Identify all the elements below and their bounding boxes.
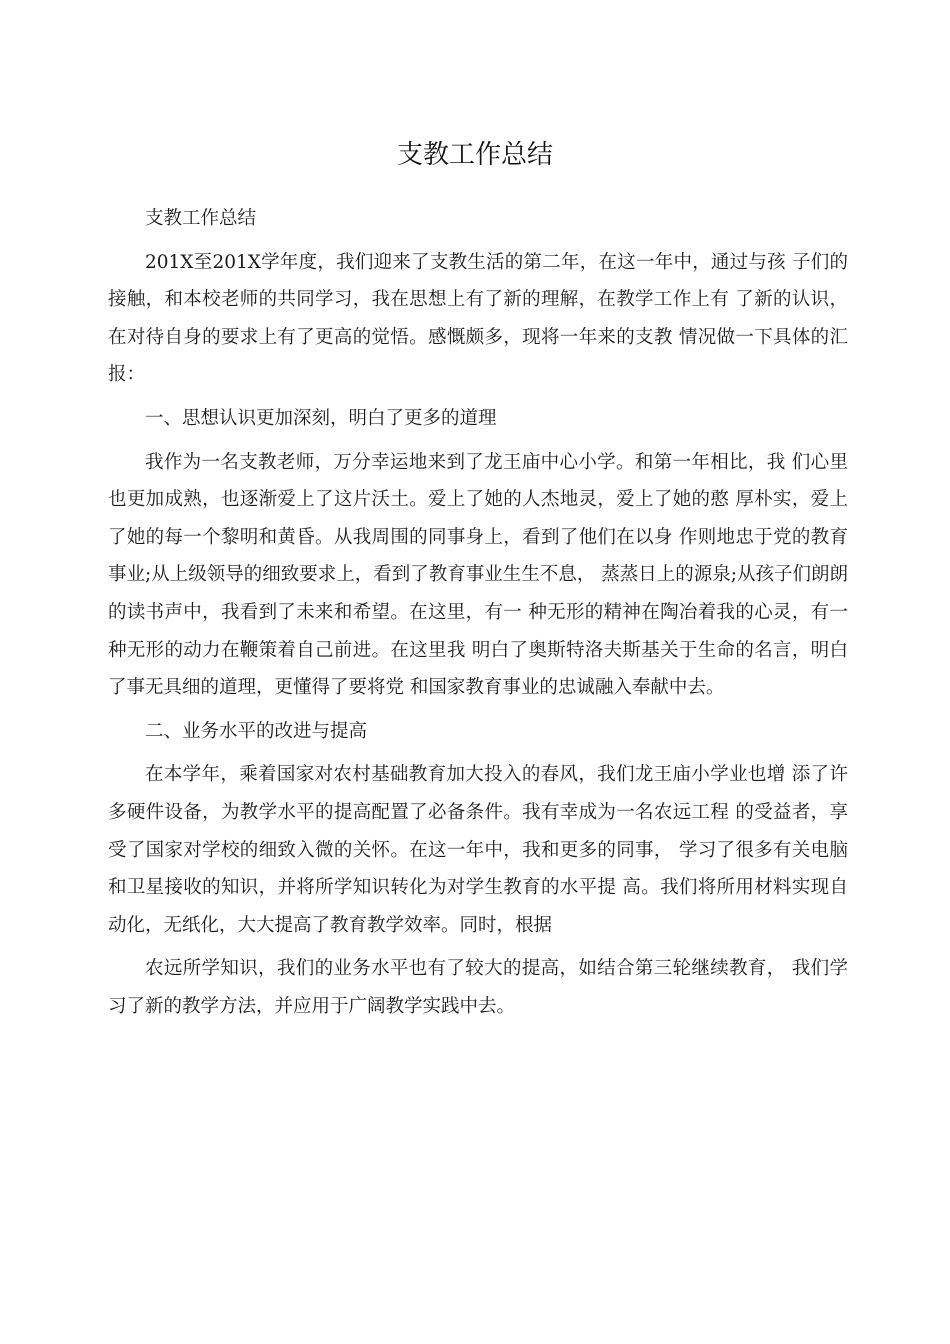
section-2-paragraph: 在本学年，乘着国家对农村基础教育加大投入的春风，我们龙王庙小学业也增 添了许多硬件设备，为教学水平的提高配置了必备条件。我有幸成为一名农远工程 的受益者，享受了国家对学校的细致入微的关怀。在这一年中，我和更多的同事， 学习了很多有关电脑和卫星接收的知识，并将所学知识转化为对学生教育的水平提 高。我们将所用材料实现自动化，无纸化，大大提高了教育教学效率。同时，根据: [108, 764, 848, 936]
section-2-continued-paragraph: 农远所学知识，我们的业务水平也有了较大的提高，如结合第三轮继续教育， 我们学习了新的教学方法，并应用于广阔教学实践中去。: [108, 958, 848, 1017]
document-title: 支教工作总结: [396, 140, 553, 170]
section-1-paragraph: 我作为一名支教老师，万分幸运地来到了龙王庙中心小学。和第一年相比，我 们心里也更加成熟，也逐渐爱上了这片沃土。爱上了她的人杰地灵，爱上了她的憨 厚朴实，爱上了她的每一个黎明和黄昏。从我周围的同事身上，看到了他们在以身 作则地忠于党的教育事业;从上级领导的细致要求上，看到了教育事业生生不息， 蒸蒸日上的源泉;从孩子们朗朗的读书声中，我看到了未来和希望。在这里，有一 种无形的精神在陶冶着我的心灵，有一种无形的动力在鞭策着自己前进。在这里我 明白了奥斯特洛夫斯基关于生命的名言，明白了事无具细的道理，更懂得了要将党 和国家教育事业的忠诚融入奉献中去。: [108, 451, 848, 699]
document-body: [108, 200, 848, 1031]
intro-paragraph: 201X至201X学年度，我们迎来了支教生活的第二年，在这一年中，通过与孩 子们的接触，和本校老师的共同学习，我在思想上有了新的理解，在教学工作上有 了新的认识，在对待自身的要求上有了更高的觉悟。感慨颇多，现将一年来的支教 情况做一下具体的汇报：: [108, 251, 848, 386]
subtitle-paragraph: 支教工作总结: [145, 208, 257, 229]
section-heading-2: 二、业务水平的改进与提高: [145, 720, 368, 742]
section-heading-1: 一、思想认识更加深刻，明白了更多的道理: [145, 407, 497, 429]
